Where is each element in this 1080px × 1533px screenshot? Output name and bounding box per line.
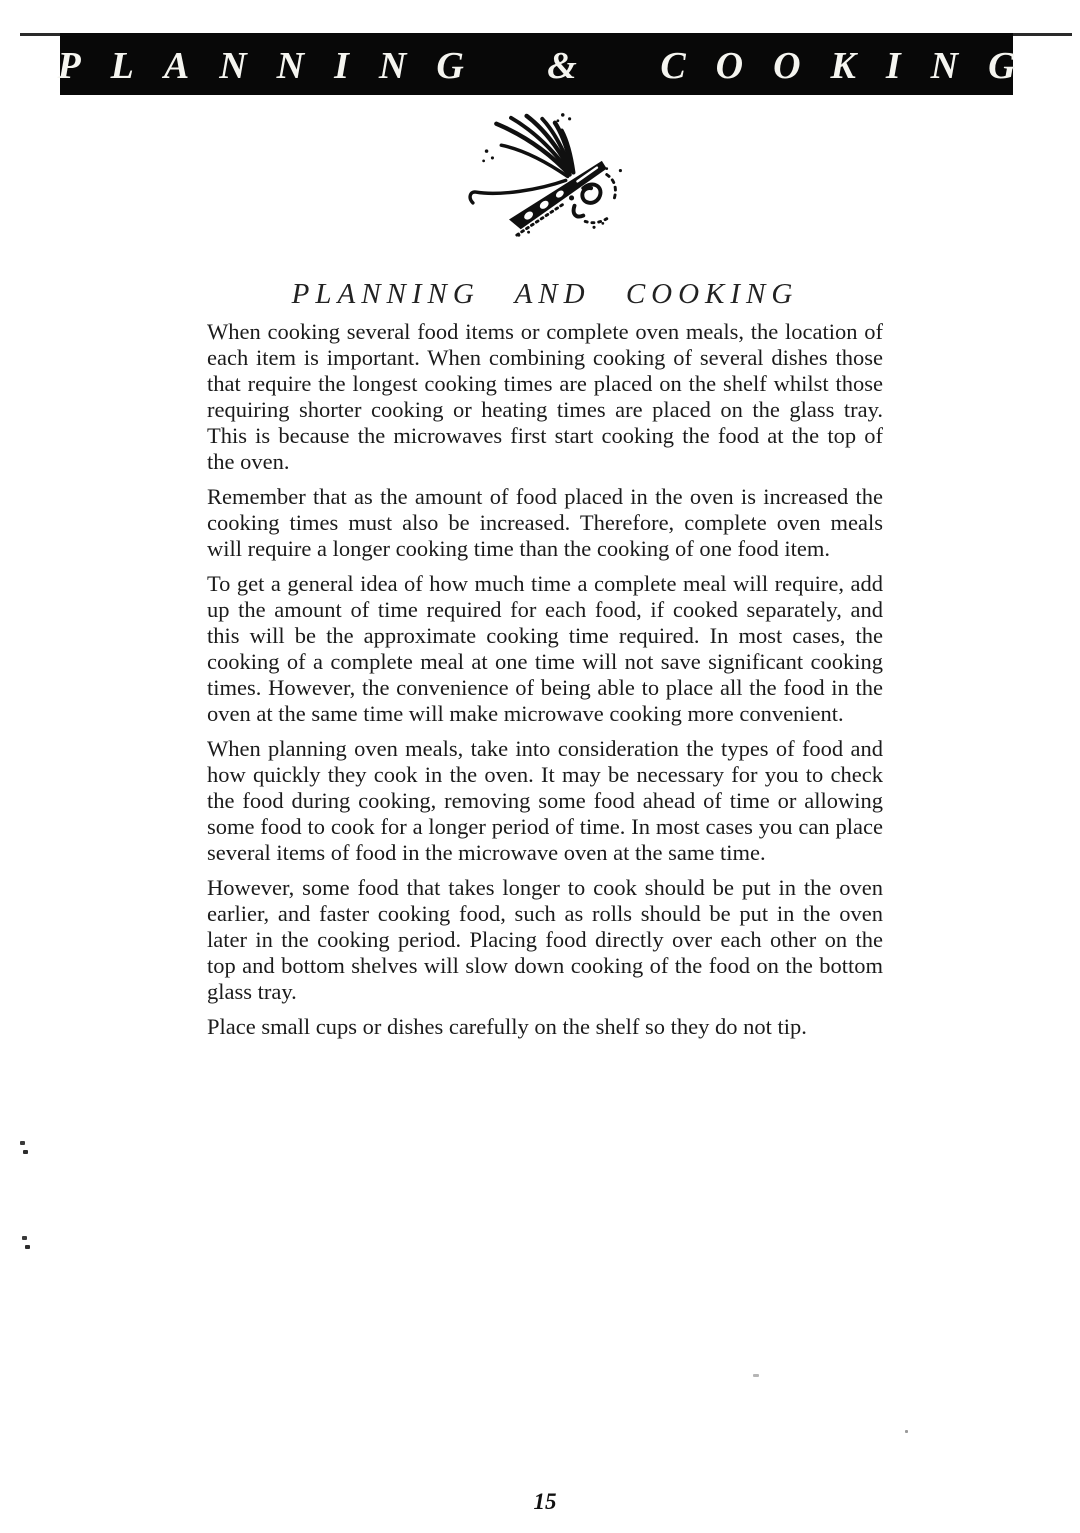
banner-title: PLANNING & COOKING: [57, 45, 1046, 87]
garnish-sketch-icon: [458, 112, 648, 239]
body-paragraph: Remember that as the amount of food placed in the oven is increased the cooking times must also be increased. Therefore, complete oven meals will require a longer cooking time than the cooking of one food item.: [207, 484, 883, 561]
body-paragraph: Place small cups or dishes carefully on the shelf so they do not tip.: [207, 1014, 807, 1039]
body-paragraph: However, some food that takes longer to cook should be put in the oven earlier, and faster cooking food, such as rolls should be put in the oven later in the cooking period. Placing food directly over each other on the top and bottom shelves will slow down cooking of the food on the bottom glass tray.: [207, 875, 883, 1004]
scan-artifact-speck: [22, 1236, 27, 1240]
scan-artifact-speck: [753, 1374, 759, 1377]
header-banner: [57, 33, 1046, 95]
body-paragraph: When planning oven meals, take into consideration the types of food and how quickly they cook in the oven. It may be necessary for you to check the food during cooking, removing some food ahead of time or allowing some food to cook for a longer period of time. In most cases you can place several items of food in the microwave oven at the same time.: [207, 736, 883, 865]
body-paragraph: To get a general idea of how much time a complete meal will require, add up the amount of time required for each food, if cooked separately, and this will be the approximate cooking time required. In most cases, the cooking of a complete meal at one time will not save significant cooking times. However, the convenience of being able to place all the food in the oven at the same time will make microwave cooking more convenient.: [207, 571, 883, 726]
body-text: [207, 319, 883, 1049]
body-paragraph: When cooking several food items or complete oven meals, the location of each item is important. When combining cooking of several dishes those that require the longest cooking times are placed on the shelf whilst those requiring shorter cooking or heating times are placed on the glass tray. This is because the microwaves first start cooking the food at the top of the oven.: [207, 319, 883, 474]
scan-artifact-speck: [905, 1430, 908, 1433]
scan-artifact-speck: [20, 1141, 25, 1145]
section-heading: PLANNING AND COOKING: [291, 278, 799, 310]
page-number: 15: [533, 1489, 557, 1514]
